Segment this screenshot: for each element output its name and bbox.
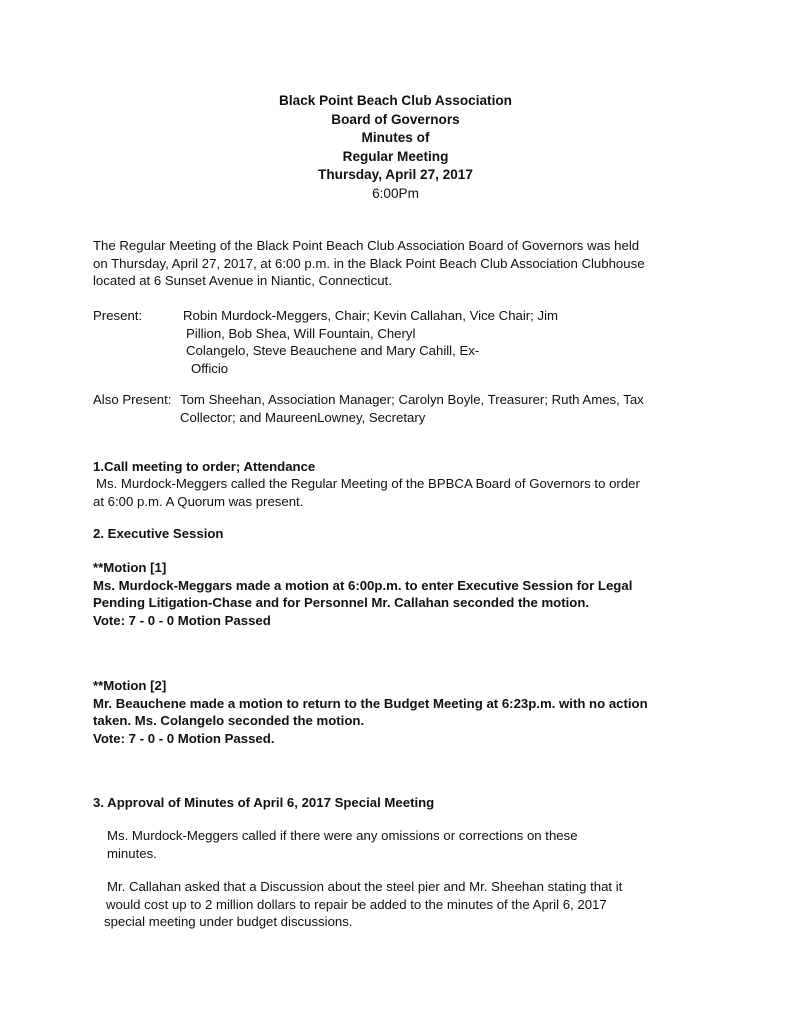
section-1-body xyxy=(93,475,640,510)
section-3-line: minutes. xyxy=(107,845,157,861)
document-header xyxy=(0,92,791,203)
motion-2-vote: Vote: 7 - 0 - 0 Motion Passed. xyxy=(93,730,275,746)
section-1-line: at 6:00 p.m. A Quorum was present. xyxy=(93,493,304,509)
header-organization: Black Point Beach Club Association xyxy=(279,93,512,108)
motion-1 xyxy=(93,559,632,629)
motion-1-label: **Motion [1] xyxy=(93,560,167,575)
header-board: Board of Governors xyxy=(331,111,460,127)
motion-2 xyxy=(93,677,648,747)
present-line: Colangelo, Steve Beauchene and Mary Cahill, Ex- xyxy=(186,343,480,359)
section-3-paragraph-1 xyxy=(107,827,578,862)
present-line: Pillion, Bob Shea, Will Fountain, Cheryl xyxy=(186,325,416,341)
motion-1-line: Pending Litigation-Chase and for Personnel Mr. Callahan seconded the motion. xyxy=(93,595,590,611)
intro-line: on Thursday, April 27, 2017, at 6:00 p.m. in the Black Point Beach Club Association Clubhouse xyxy=(93,255,645,271)
motion-2-label: **Motion [2] xyxy=(93,678,167,693)
motion-2-line: taken. Ms. Colangelo seconded the motion. xyxy=(93,713,365,729)
section-2-heading: 2. Executive Session xyxy=(93,526,224,541)
header-time: 6:00Pm xyxy=(372,185,419,201)
present-line: Robin Murdock-Meggers, Chair; Kevin Callahan, Vice Chair; Jim xyxy=(183,308,559,323)
also-present-line: Collector; and MaureenLowney, Secretary xyxy=(180,409,426,425)
present-line: Officio xyxy=(191,360,229,376)
header-minutes-of: Minutes of xyxy=(361,130,430,145)
section-3-line: would cost up to 2 million dollars to repair be added to the minutes of the April 6, 2017 xyxy=(106,896,607,912)
section-3-line: special meeting under budget discussions. xyxy=(104,914,353,930)
section-3-line: Ms. Murdock-Meggers called if there were any omissions or corrections on these xyxy=(107,828,578,843)
section-3-heading: 3. Approval of Minutes of April 6, 2017 Special Meeting xyxy=(93,795,435,810)
intro-paragraph xyxy=(93,237,645,290)
motion-2-line: Mr. Beauchene made a motion to return to the Budget Meeting at 6:23p.m. with no action xyxy=(93,695,648,711)
motion-1-line: Ms. Murdock-Meggars made a motion at 6:00p.m. to enter Executive Session for Legal xyxy=(93,577,633,593)
also-present-label: Also Present: xyxy=(93,392,172,407)
section-1-line: Ms. Murdock-Meggers called the Regular Meeting of the BPBCA Board of Governors to order xyxy=(96,476,640,491)
motion-1-vote: Vote: 7 - 0 - 0 Motion Passed xyxy=(93,612,271,628)
also-present-list xyxy=(180,391,644,426)
also-present-line: Tom Sheehan, Association Manager; Carolyn Boyle, Treasurer; Ruth Ames, Tax xyxy=(180,392,644,407)
header-meeting-type: Regular Meeting xyxy=(342,148,449,164)
intro-line: located at 6 Sunset Avenue in Niantic, Connecticut. xyxy=(93,273,392,289)
section-3-line: Mr. Callahan asked that a Discussion about the steel pier and Mr. Sheehan stating that it xyxy=(107,879,623,894)
section-1-heading: 1.Call meeting to order; Attendance xyxy=(93,459,316,474)
header-date: Thursday, April 27, 2017 xyxy=(318,167,473,182)
section-3-paragraph-2 xyxy=(104,878,622,931)
present-list xyxy=(183,307,558,377)
present-label: Present: xyxy=(93,308,143,323)
intro-line: The Regular Meeting of the Black Point Beach Club Association Board of Governors was held xyxy=(93,238,640,253)
